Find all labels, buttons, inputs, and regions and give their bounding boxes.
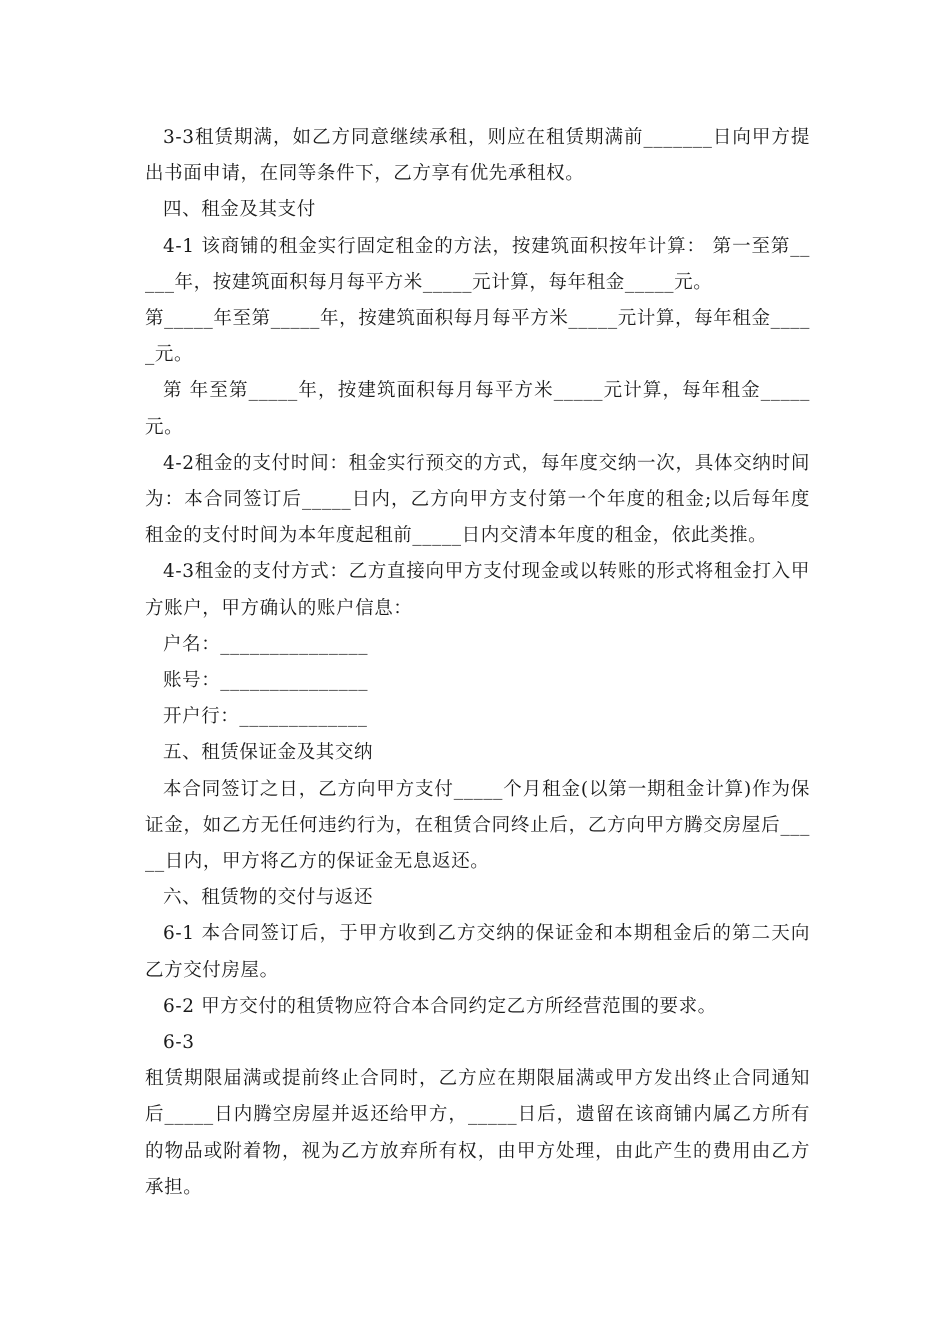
section-heading-rent: 四、租金及其支付: [163, 199, 316, 221]
clause-4-3: 4-3租金的支付方式：乙方直接向甲方支付现金或以转账的形式将租金打入甲方账户，甲方确认的账户信息：: [145, 561, 810, 619]
clause-6-1: 6-1 本合同签订后，于甲方收到乙方交纳的保证金和本期租金后的第二天向乙方交付房屋。: [145, 923, 810, 981]
clause-4-1-third-period: 第 年至第_____年，按建筑面积每月每平方米_____元计算，每年租金_____元。: [145, 380, 810, 438]
document-body: [145, 120, 810, 1206]
bank-line: 开户行：_____________: [163, 706, 368, 728]
section-heading-delivery: 六、租赁物的交付与返还: [163, 887, 374, 909]
deposit-clause: 本合同签订之日，乙方向甲方支付_____个月租金(以第一期租金计算)作为保证金，如乙方无任何违约行为，在租赁合同终止后，乙方向甲方腾交房屋后_____日内，甲方将乙方的保证金无息返还。: [145, 778, 810, 873]
clause-4-2: 4-2租金的支付时间：租金实行预交的方式，每年度交纳一次，具体交纳时间为：本合同签订后_____日内，乙方向甲方支付第一个年度的租金;以后每年度租金的支付时间为本年度起租前_____日内交清本年度的租金，依此类推。: [145, 452, 810, 547]
clause-4-1-second-period: 第_____年至第_____年，按建筑面积每月每平方米_____元计算，每年租金_____元。: [145, 308, 810, 366]
account-number-line: 账号：_______________: [163, 670, 369, 692]
clause-6-2: 6-2 甲方交付的租赁物应符合本合同约定乙方所经营范围的要求。: [163, 995, 717, 1017]
section-heading-deposit: 五、租赁保证金及其交纳: [163, 742, 374, 764]
clause-4-1: 4-1 该商铺的租金实行固定租金的方法，按建筑面积按年计算： 第一至第_____年，按建筑面积每月每平方米_____元计算，每年租金_____元。: [145, 235, 810, 293]
account-name-line: 户名：_______________: [163, 633, 369, 655]
clause-6-3-label: 6-3: [163, 1032, 195, 1054]
clause-6-3-body: 租赁期限届满或提前终止合同时，乙方应在期限届满或甲方发出终止合同通知后_____日内腾空房屋并返还给甲方，_____日后，遗留在该商铺内属乙方所有的物品或附着物，视为乙方放弃所有权，由甲方处理，由此产生的费用由乙方承担。: [145, 1068, 810, 1198]
clause-3-3: 3-3租赁期满，如乙方同意继续承租，则应在租赁期满前_______日向甲方提出书面申请，在同等条件下，乙方享有优先承租权。: [145, 127, 810, 185]
